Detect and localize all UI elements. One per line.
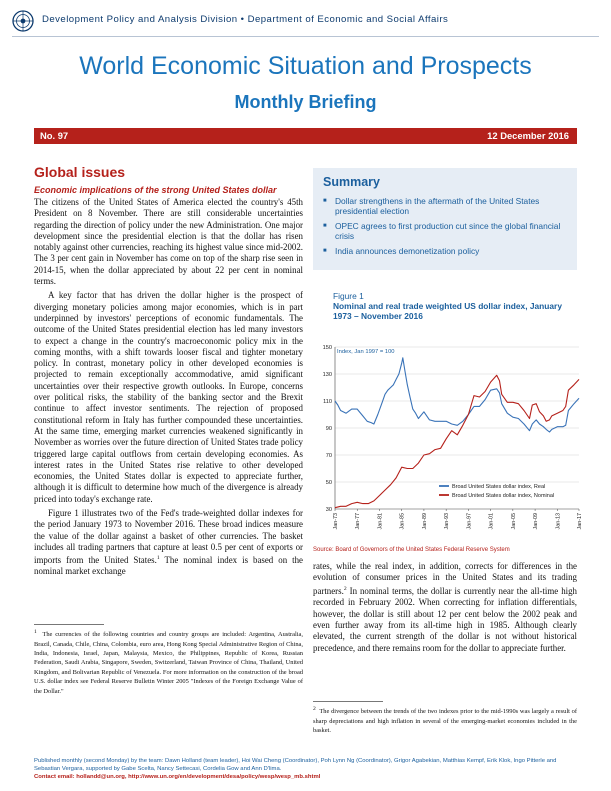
footnote-2-mark: 2 xyxy=(313,706,316,712)
summary-list xyxy=(323,196,569,260)
section-subtitle: Economic implications of the strong United States dollar xyxy=(34,185,277,195)
footnote-ref-2[interactable]: 2 xyxy=(343,585,347,592)
paragraph-3-main: Figure 1 illustrates two of the Fed's trade-weighted dollar indexes for the period January 1973 to November 2016. These broad indices measure the value of the dollar against a basket of other currencies. The basket includes all trading partners that capture at least 0.5 per cent of exports or imports from the United States. xyxy=(34,508,303,566)
summary-item: ■ Dollar strengthens in the aftermath of the United States presidential election xyxy=(323,196,569,217)
x-tick-label: Jan-93 xyxy=(444,513,451,530)
y-tick-label: 30 xyxy=(325,507,332,513)
figure-source: Source: Board of Governors of the United States Federal Reserve System xyxy=(313,547,510,553)
x-tick-label: Jan-77 xyxy=(355,513,362,530)
footnote-ref-1[interactable]: 1 xyxy=(156,555,160,562)
x-tick-label: Jan-13 xyxy=(555,513,562,530)
x-tick-label: Jan-17 xyxy=(577,513,583,530)
y-tick-label: 110 xyxy=(323,399,332,405)
y-tick-label: 70 xyxy=(325,453,332,459)
x-tick-label: Jan-85 xyxy=(399,513,406,530)
legend-label: Broad United States dollar index, Nominal xyxy=(452,493,555,499)
issue-number: No. 97 xyxy=(40,130,69,141)
organization-line: Development Policy and Analysis Division • Department of Economic and Social Affairs xyxy=(42,14,449,25)
y-tick-label: 150 xyxy=(322,345,332,351)
footnote-divider-right xyxy=(313,701,383,702)
paragraph-3-tail: The nominal index is based on the nominal market exchange xyxy=(34,555,303,577)
footnote-2 xyxy=(313,705,577,735)
un-emblem-icon xyxy=(12,10,34,32)
right-text-b: In nominal terms, the dollar is currently near the all-time high recorded in February 2002. When correcting for inflation differentials, however, the dollar is still about 12 per cent below the 2002 peak and even further away from its all-time high in 1985. Although clearly elevated, the current strength of the dollar is not without historical precedence, and there remains room for the dollar to appreciate further. xyxy=(313,585,577,653)
footnote-2-text: The divergence between the trends of the two indexes prior to the mid-1990s was largely a result of sharp depreciations and high inflation in several of the emerging-market economies included in the basket. xyxy=(313,708,577,734)
footnote-divider-left xyxy=(34,624,104,625)
x-tick-label: Jan-73 xyxy=(333,513,339,530)
x-tick-label: Jan-89 xyxy=(421,513,428,530)
dollar-index-chart xyxy=(313,329,585,541)
paragraph-3 xyxy=(34,508,303,578)
section-title: Global issues xyxy=(34,164,126,180)
footnote-1-text: The currencies of the following countries and country groups are included: Argentina, Australia, Brazil, Canada, Chile, China, Colombia, euro area, Hong Kong Special Administrative Region of China, India, Indonesia, Israel, Japan, Malaysia, Mexico, the Philippines, Republic of Korea, Russian Federation, Saudi Arabia, Singapore, Sweden, Switzerland, Taiwan Province of China, Thailand, United Kingdom, and Bolivarian Republic of Venezuela. For more information on the construction of the broad U.S. dollar index see Federal Reserve Bulletin Winter 2005 "Indexes of the Foreign Exchange Value of the Dollar." xyxy=(34,631,303,695)
y-tick-label: 90 xyxy=(325,426,332,432)
right-column-text xyxy=(313,561,577,654)
right-text-a: rates, while the real index, in addition, corrects for differences in the evolution of consumer prices in the United States and its trading partners. xyxy=(313,561,577,596)
x-tick-label: Jan-01 xyxy=(488,513,495,530)
x-tick-label: Jan-81 xyxy=(377,513,384,530)
publication-title: World Economic Situation and Prospects xyxy=(79,52,532,80)
x-tick-label: Jan-09 xyxy=(533,513,540,530)
issue-bar xyxy=(34,128,577,144)
issue-date: 12 December 2016 xyxy=(487,130,569,141)
footer-contact[interactable]: Contact email: hollandd@un.org, http://www.un.org/en/development/desa/policy/wesp/wesp_mb.shtml xyxy=(34,773,321,780)
paragraph-1: The citizens of the United States of America elected the country's 45th President on 8 November. There are still considerable uncertainties regarding the direction of policy under the new Administration. One major development since the presidential election is that the dollar has risen notably against other currencies, reaching its highest value since mid-2002. The 3 per cent gain in November has come on top of the sharp rise seen in 2014-15, when the dollar appreciated by about 22 per cent in nominal terms. xyxy=(34,197,303,287)
summary-title: Summary xyxy=(323,175,380,189)
y-tick-label: 50 xyxy=(325,480,332,486)
left-column-text xyxy=(34,197,303,578)
figure-label: Figure 1 xyxy=(333,291,364,301)
summary-item: ■ India announces demonetization policy xyxy=(323,246,569,256)
summary-item: ■ OPEC agrees to first production cut since the global financial crisis xyxy=(323,221,569,242)
y-axis-label: Index, Jan 1997 = 100 xyxy=(337,349,395,355)
footer xyxy=(34,758,579,781)
paragraph-2: A key factor that has driven the dollar higher is the prospect of diverging monetary policies among major economies, which is in part underpinned by investors' perceptions of economic fundamentals. The outcome of the United States presidential election has led many investors to expect a change in the country's macroeconomic policy mix in the coming months, with a shift towards looser fiscal and tighter monetary policy. In contrast, monetary policy in other developed economies is projected to remain exceptionally accommodative, amid significant uncertainties over their respective growth outlooks. In Europe, concerns over political risks, the stability of the banking sector and the Brexit continue to affect investor sentiments. The rejection of proposed constitutional reform in Italy has further compounded these uncertainties. At the same time, emerging market currencies weakened significantly in November as worries over the future direction of United States trade policy triggered large capital outflows from certain developing economies. As interest rates in the United States rise relative to other developed economies, the United States dollar is expected to appreciate further, although it is difficult to determine how much of the divergence is already priced into today's exchange rate. xyxy=(34,290,303,504)
header-divider xyxy=(12,36,599,37)
x-tick-label: Jan-97 xyxy=(466,513,473,530)
series-line-real xyxy=(335,358,579,432)
summary-box xyxy=(313,168,577,270)
footer-credits: Published monthly (second Monday) by the team: Dawn Holland (team leader), Hoi Wai Cheng (Coordinator), Poh Lynn Ng (Coordinator), Grigor Agabekian, Matthias Kempf, Erik Klok, Ingo Pitterle and Sebastian Vergara, supported by Gabe Scelta, Nancy Settecasi, Cordelia Gow and Ann D'lima. xyxy=(34,758,557,772)
footnote-1 xyxy=(34,628,303,696)
figure-title: Nominal and real trade weighted US dollar index, January 1973 – November 2016 xyxy=(333,301,562,322)
y-tick-label: 130 xyxy=(322,372,332,378)
publication-subtitle: Monthly Briefing xyxy=(234,92,377,112)
x-tick-label: Jan-05 xyxy=(510,513,517,530)
footnote-1-mark: 1 xyxy=(34,629,37,635)
legend-label: Broad United States dollar index, Real xyxy=(452,484,546,490)
